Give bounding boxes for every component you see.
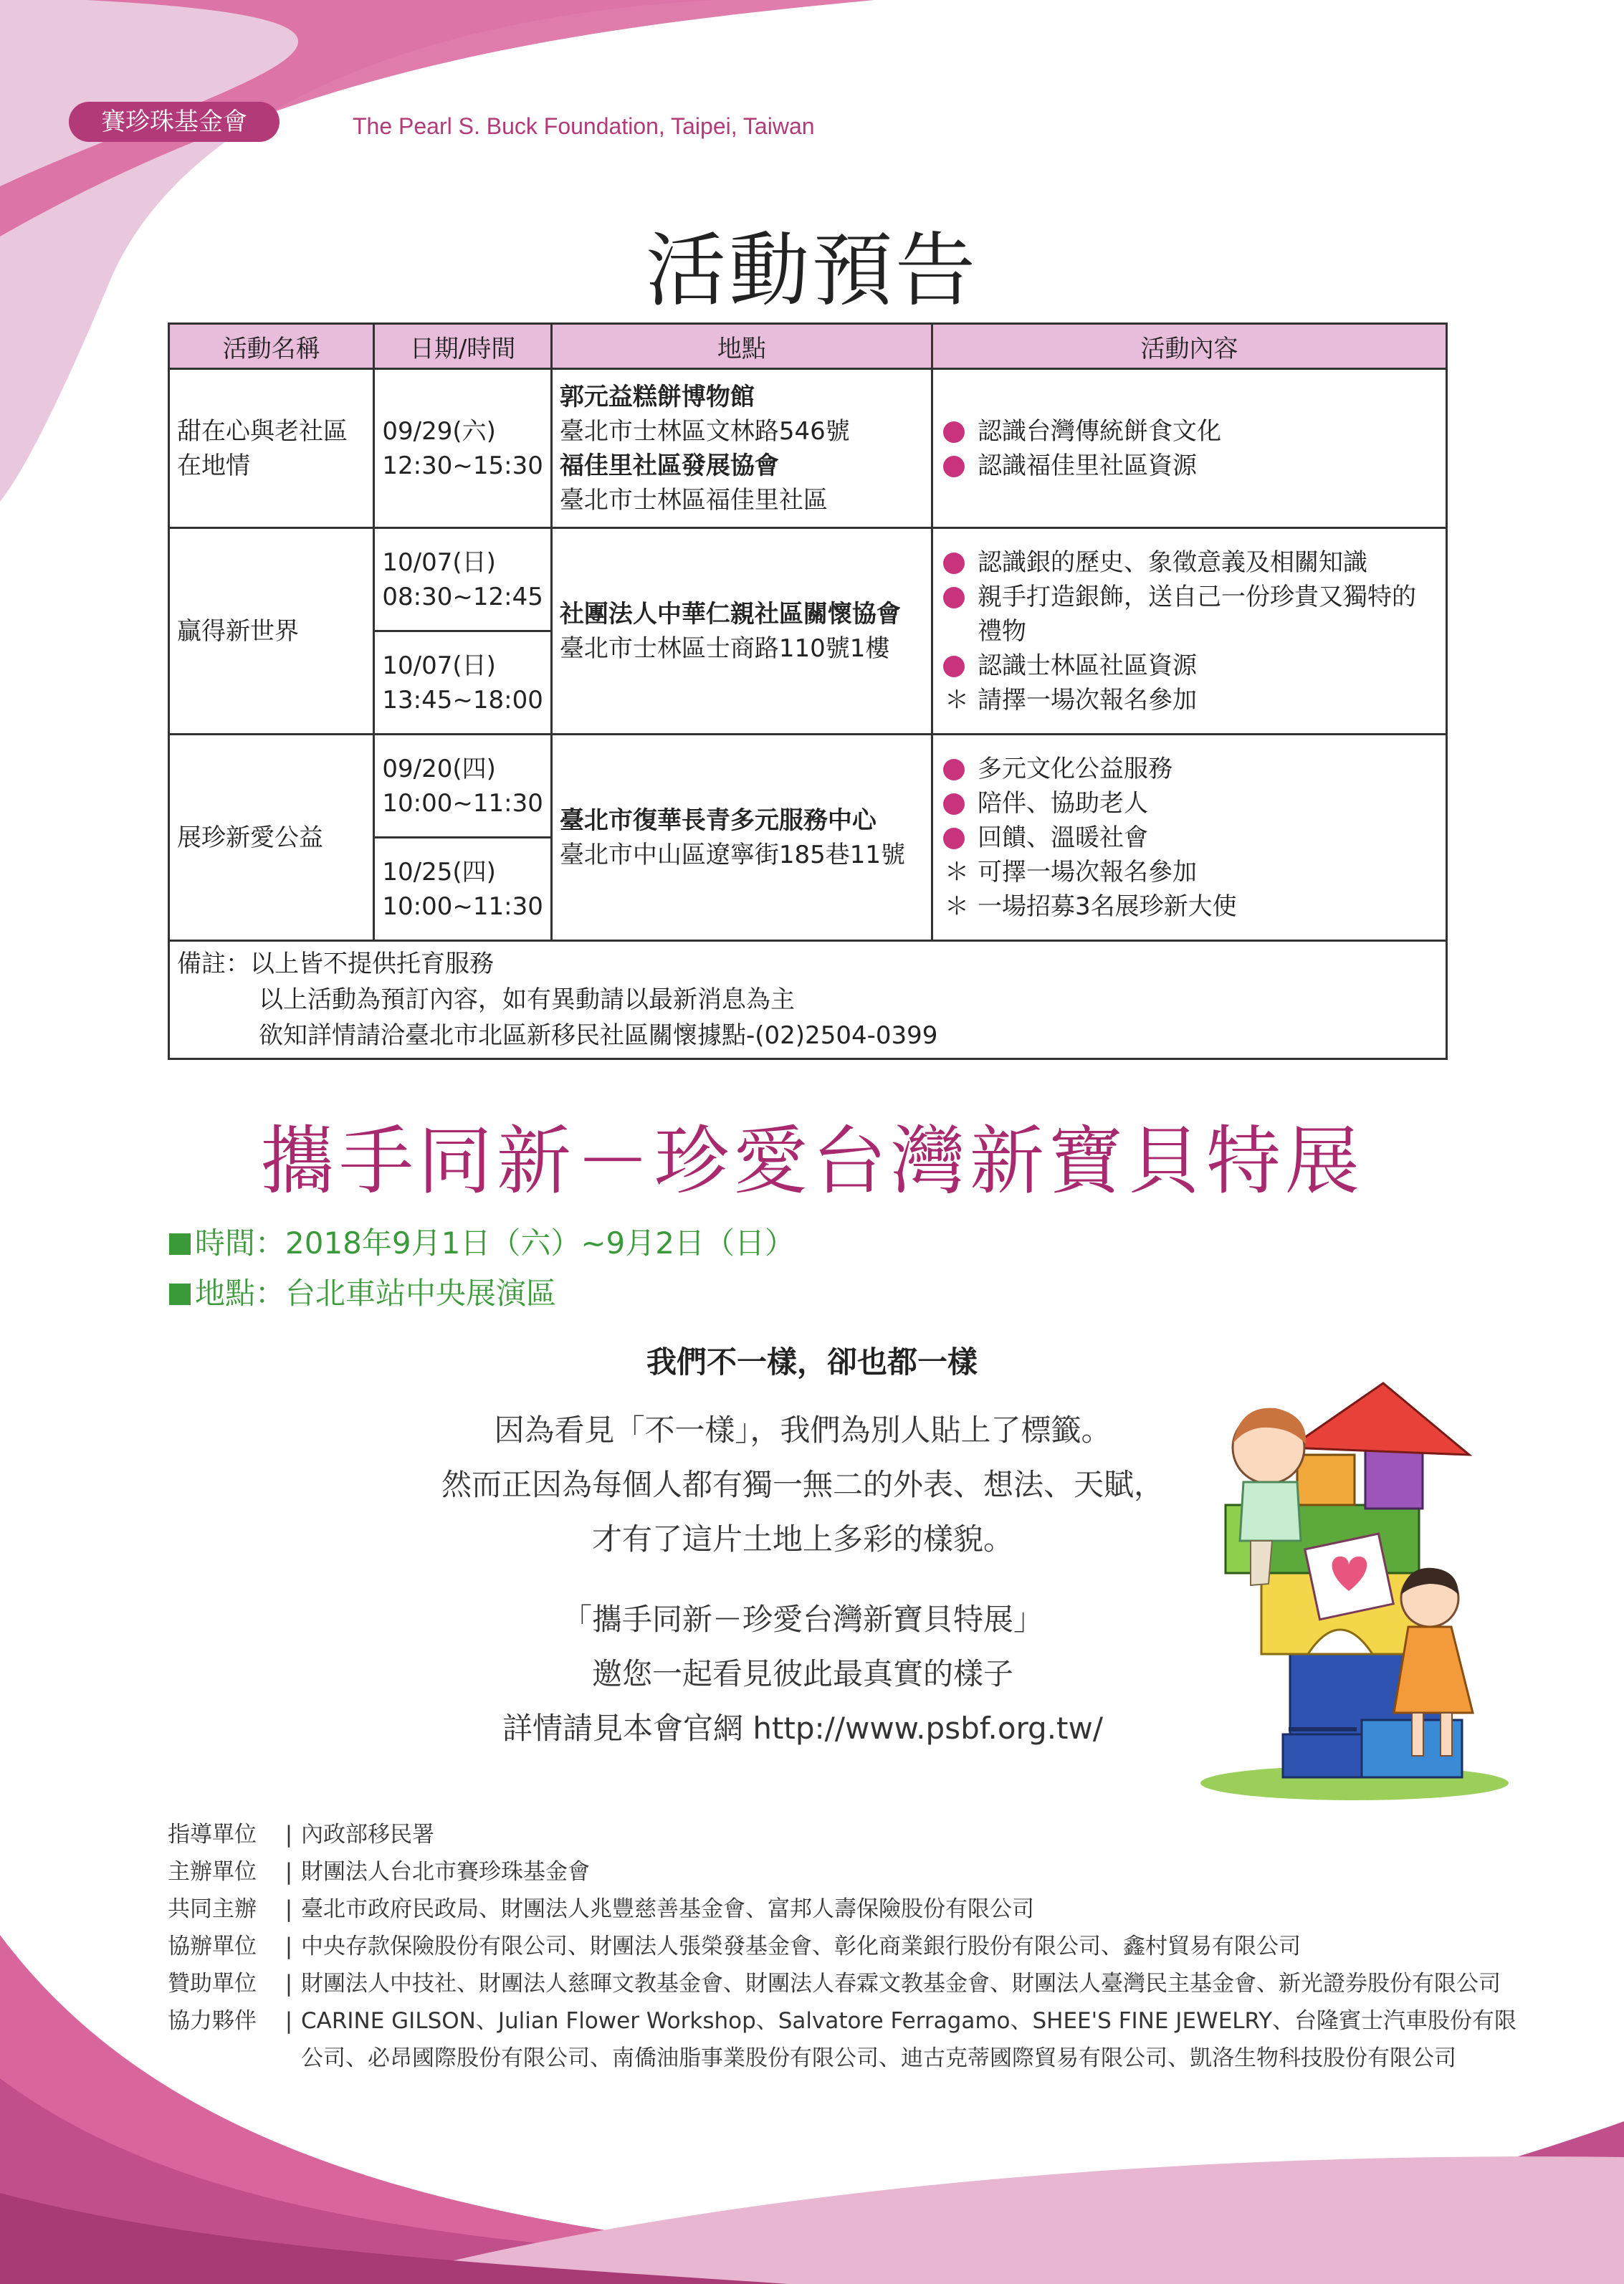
- notes: [170, 942, 1446, 1058]
- bullet-dot-icon: [943, 759, 965, 780]
- note-line: 以上皆不提供托育服務: [250, 950, 494, 978]
- girl-dress: [1394, 1627, 1473, 1713]
- sponsor-label: 主辦單位: [168, 1859, 257, 1885]
- content-text: 認識台灣傳統餅食文化: [978, 416, 1222, 446]
- asterisk-icon: ＊: [945, 857, 970, 887]
- session-datetime: [375, 851, 550, 928]
- session-time: 10:00~11:30: [382, 788, 543, 818]
- children-blocks-illustration: [1183, 1376, 1519, 1806]
- venue-name: 福佳里社區發展協會: [559, 451, 779, 480]
- content-text: 可擇一場次報名參加: [978, 857, 1198, 887]
- list-item: [168, 2002, 1529, 2077]
- session-datetime: [375, 644, 550, 722]
- paragraph-line: 才有了這片土地上多彩的樣貌。: [591, 1521, 1013, 1557]
- activity-name: 甜在心與老社區在地情: [177, 416, 348, 480]
- org-badge: 賽珍珠基金會: [69, 102, 280, 142]
- list-item: [168, 1965, 1529, 2002]
- separator: |: [285, 1971, 293, 1997]
- block-edge: [1289, 1727, 1357, 1731]
- list-item: [940, 786, 1438, 821]
- sponsor-value: CARINE GILSON、Julian Flower Workshop、Salvatore Ferragamo、SHEE'S FINE JEWELRY、台隆賓士汽車股份有限公司、必昂國際股份有限公司、南僑油脂事業股份有限公司、迪古克蒂國際貿易有限公司、凱洛生物科技股份有限公司: [301, 2008, 1517, 2071]
- content-text: 認識銀的歷史、象徵意義及相關知識: [978, 548, 1368, 577]
- venue-address: 臺北市中山區遼寧街185巷11號: [559, 840, 906, 869]
- list-item: [940, 545, 1438, 580]
- activity-name: 展珍新愛公益: [177, 823, 323, 852]
- session-date: 10/25(四): [382, 857, 496, 887]
- paragraph-line: 因為看見「不一樣」，我們為別人貼上了標籤。: [494, 1413, 1112, 1448]
- bullet-dot-icon: [943, 553, 965, 574]
- separator: |: [285, 1934, 293, 1959]
- activity-name: 贏得新世界: [177, 616, 299, 646]
- content-list: [933, 747, 1446, 928]
- green-square-icon: [169, 1233, 191, 1255]
- paragraph-line: 「攜手同新－珍愛台灣新寶貝特展」: [561, 1602, 1043, 1637]
- session-time: 08:30~12:45: [382, 582, 543, 611]
- exhibition-paragraph-2: [373, 1592, 1233, 1756]
- separator: |: [285, 1859, 293, 1885]
- content-text: 多元文化公益服務: [978, 754, 1173, 783]
- content-text: 陪伴、協助老人: [978, 788, 1149, 818]
- asterisk-icon: ＊: [945, 892, 970, 921]
- table-row: [169, 528, 1447, 631]
- venue-list: [553, 799, 931, 876]
- separator: |: [285, 1822, 293, 1848]
- list-item: [940, 855, 1438, 889]
- session-date: 10/07(日): [382, 548, 496, 577]
- list-item: [940, 752, 1438, 786]
- list-item: [168, 1816, 1529, 1853]
- list-item: [940, 449, 1438, 483]
- note-line: 以上活動為預訂內容，如有異動請以最新消息為主: [259, 985, 795, 1014]
- sponsor-label: 贊助單位: [168, 1971, 257, 1997]
- paragraph-line: 邀您一起看見彼此最真實的樣子: [591, 1656, 1013, 1691]
- content-list: [933, 410, 1446, 487]
- session-datetime: [375, 747, 550, 825]
- session-time: 13:45~18:00: [382, 685, 543, 715]
- content-list: [933, 541, 1446, 722]
- sponsor-label: 共同主辦: [168, 1896, 257, 1922]
- page-title: 活動預告: [646, 224, 978, 317]
- schedule-table: [168, 322, 1448, 1060]
- list-item: [940, 580, 1438, 649]
- exhibition-time-text: 時間：2018年9月1日（六）~9月2日（日）: [195, 1225, 795, 1261]
- table-row: [169, 735, 1447, 838]
- list-item: [940, 821, 1438, 855]
- session-time: 12:30~15:30: [382, 451, 543, 480]
- sponsor-label: 指導單位: [168, 1822, 257, 1848]
- bullet-dot-icon: [943, 828, 965, 849]
- sponsor-label: 協辦單位: [168, 1934, 257, 1959]
- bullet-dot-icon: [943, 793, 965, 815]
- separator: |: [285, 2008, 293, 2034]
- note-line: 欲知詳情請洽臺北市北區新移民社區關懷據點-(02)2504-0399: [259, 1021, 938, 1050]
- bullet-dot-icon: [943, 587, 965, 608]
- header-location: 地點: [551, 324, 932, 369]
- venue-list: [553, 376, 931, 522]
- venue-address: 臺北市士林區士商路110號1樓: [559, 634, 890, 663]
- content-text: 請擇一場次報名參加: [978, 685, 1198, 715]
- exhibition-paragraph-1: [373, 1403, 1233, 1567]
- sponsor-label: 協力夥伴: [168, 2008, 257, 2034]
- bullet-dot-icon: [943, 421, 965, 443]
- table-header-row: [169, 324, 1447, 369]
- exhibition-time: [169, 1220, 795, 1263]
- notes-row: [169, 941, 1447, 1059]
- venue-name: 臺北市復華長青多元服務中心: [559, 806, 877, 835]
- asterisk-icon: ＊: [945, 685, 970, 715]
- green-square-icon: [169, 1284, 191, 1305]
- sponsor-value: 財團法人台北市賽珍珠基金會: [301, 1859, 590, 1885]
- session-date: 10/07(日): [382, 651, 496, 680]
- exhibition-title: 攜手同新－珍愛台灣新寶貝特展: [259, 1117, 1364, 1205]
- bullet-dot-icon: [943, 656, 965, 677]
- sponsor-value: 臺北市政府民政局、財團法人兆豐慈善基金會、富邦人壽保險股份有限公司: [301, 1896, 1034, 1922]
- venue-list: [553, 593, 931, 670]
- session-time: 10:00~11:30: [382, 892, 543, 921]
- notes-label: 備註：: [177, 950, 250, 978]
- venue-address: 臺北市士林區文林路546號: [559, 416, 850, 446]
- venue-address: 臺北市士林區福佳里社區: [559, 485, 828, 515]
- purple-block: [1365, 1448, 1423, 1509]
- list-item: [168, 1928, 1529, 1965]
- blue-block-base: [1283, 1734, 1369, 1777]
- venue-name: 郭元益糕餅博物館: [559, 382, 755, 411]
- exhibition-place-text: 地點：台北車站中央展演區: [195, 1276, 557, 1311]
- header-datetime: 日期/時間: [374, 324, 551, 369]
- session-date: 09/29(六): [382, 416, 496, 446]
- sponsor-list: [168, 1816, 1529, 2077]
- sponsor-value: 內政部移民署: [301, 1822, 434, 1848]
- separator: |: [285, 1896, 293, 1922]
- list-item: [940, 889, 1438, 924]
- org-english-name: The Pearl S. Buck Foundation, Taipei, Taiwan: [353, 113, 815, 139]
- header-activity-name: 活動名稱: [169, 324, 374, 369]
- girl-leg: [1412, 1713, 1423, 1756]
- list-item: [168, 1853, 1529, 1891]
- red-roof-block: [1290, 1383, 1469, 1455]
- list-item: [940, 683, 1438, 717]
- paragraph-line: 詳情請見本會官網 http://www.psbf.org.tw/: [502, 1711, 1104, 1746]
- orange-block: [1297, 1455, 1355, 1505]
- content-text: 一場招募3名展珍新大使: [978, 892, 1237, 921]
- exhibition-place: [169, 1270, 556, 1313]
- boy-shirt: [1240, 1482, 1301, 1541]
- venue-name: 社團法人中華仁親社區關懷協會: [559, 599, 901, 629]
- sponsor-value: 中央存款保險股份有限公司、財團法人張榮發基金會、彰化商業銀行股份有限公司、鑫村貿易有限公司: [301, 1934, 1301, 1959]
- girl-leg: [1441, 1713, 1452, 1756]
- session-datetime: [375, 410, 550, 487]
- session-date: 09/20(四): [382, 754, 496, 783]
- list-item: [940, 649, 1438, 683]
- session-datetime: [375, 541, 550, 618]
- table-row: [169, 369, 1447, 528]
- content-text: 親手打造銀飾，送自己一份珍貴又獨特的禮物: [978, 582, 1417, 646]
- content-text: 回饋、溫暖社會: [978, 823, 1149, 852]
- list-item: [940, 414, 1438, 449]
- header-content: 活動內容: [932, 324, 1447, 369]
- paragraph-line: 然而正因為每個人都有獨一無二的外表、想法、天賦，: [441, 1467, 1164, 1502]
- boy-leg: [1251, 1541, 1272, 1585]
- sponsor-value: 財團法人中技社、財團法人慈暉文教基金會、財團法人春霖文教基金會、財團法人臺灣民主基金會、新光證券股份有限公司: [301, 1971, 1501, 1997]
- content-text: 認識福佳里社區資源: [978, 451, 1198, 480]
- exhibition-slogan: 我們不一樣，卻也都一樣: [646, 1344, 978, 1380]
- content-text: 認識士林區社區資源: [978, 651, 1198, 680]
- bullet-dot-icon: [943, 456, 965, 477]
- list-item: [168, 1891, 1529, 1928]
